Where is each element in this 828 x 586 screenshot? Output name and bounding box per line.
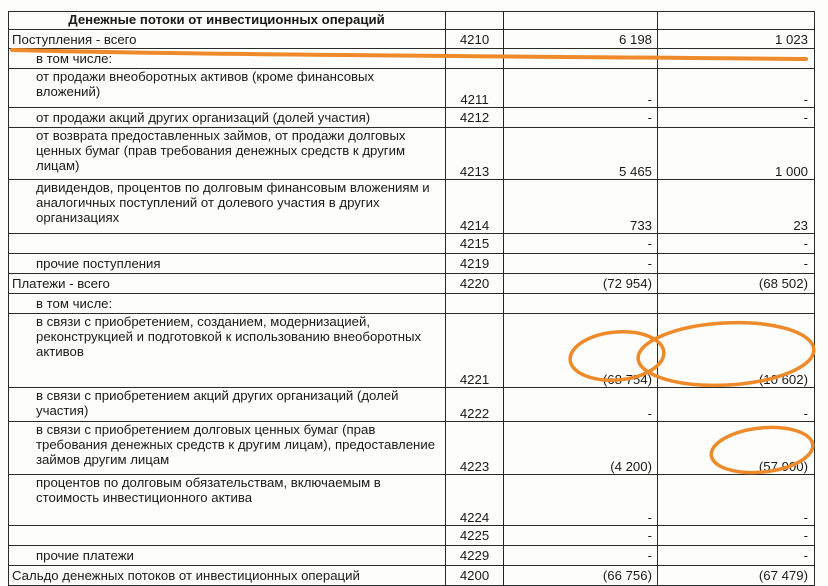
row-code: 4210 [446, 30, 504, 49]
section-title-row [9, 12, 815, 30]
value-previous-period: 23 [658, 180, 815, 234]
row-label: от возврата предоставленных займов, от продажи долговых ценных бумаг (прав требования денежных средств к другим лицам) [9, 128, 446, 180]
table-row [9, 49, 815, 69]
row-label [9, 234, 446, 254]
value-previous-period [658, 294, 815, 314]
row-code: 4215 [446, 234, 504, 254]
row-label: прочие платежи [9, 546, 446, 566]
value-previous-period: - [658, 546, 815, 566]
row-label: от продажи внеоборотных активов (кроме финансовых вложений) [9, 69, 446, 108]
table-row [9, 234, 815, 254]
table-row [9, 546, 815, 566]
row-label: в том числе: [9, 294, 446, 314]
value-current-period: - [504, 234, 658, 254]
value-current-period: - [504, 254, 658, 274]
row-label: в связи с приобретением долговых ценных бумаг (прав требования денежных средств к другим лицам), предоставление займов другим лицам [9, 422, 446, 475]
value-previous-period: - [658, 526, 815, 546]
row-label: в связи с приобретением, созданием, модернизацией, реконструкцией и подготовкой к использованию внеоборотных активов [9, 314, 446, 388]
row-code: 4225 [446, 526, 504, 546]
table-row [9, 274, 815, 294]
row-code: 4211 [446, 69, 504, 108]
row-label: прочие поступления [9, 254, 446, 274]
value-current-period: 733 [504, 180, 658, 234]
value-current-period: - [504, 388, 658, 422]
table-row [9, 566, 815, 586]
row-label [9, 526, 446, 546]
value-current-period: (68 754) [504, 314, 658, 388]
value-current-period: - [504, 69, 658, 108]
table-row [9, 180, 815, 234]
value-current-period: 6 198 [504, 30, 658, 49]
value-current-period: (4 200) [504, 422, 658, 475]
table-row [9, 388, 815, 422]
row-code: 4219 [446, 254, 504, 274]
row-code [446, 294, 504, 314]
value-previous-period: (10 602) [658, 314, 815, 388]
value-previous-period: - [658, 108, 815, 128]
table-row [9, 422, 815, 475]
row-label: процентов по долговым обязательствам, включаемым в стоимость инвестиционного актива [9, 475, 446, 526]
value-current-period: - [504, 108, 658, 128]
row-label: дивидендов, процентов по долговым финансовым вложениям и аналогичных поступлений от долевого участия в других организациях [9, 180, 446, 234]
row-code: 4220 [446, 274, 504, 294]
row-code: 4223 [446, 422, 504, 475]
value-previous-period: - [658, 388, 815, 422]
table-row [9, 254, 815, 274]
table-row [9, 294, 815, 314]
value-previous-period: - [658, 234, 815, 254]
value-current-period: - [504, 546, 658, 566]
table-row [9, 526, 815, 546]
table-row [9, 314, 815, 388]
row-label: в связи с приобретением акций других организаций (долей участия) [9, 388, 446, 422]
value-previous-period: 1 023 [658, 30, 815, 49]
value-previous-period: 1 000 [658, 128, 815, 180]
row-code: 4229 [446, 546, 504, 566]
value-previous-period [658, 49, 815, 69]
value-current-period: - [504, 526, 658, 546]
value-previous-period: (68 502) [658, 274, 815, 294]
table-row [9, 69, 815, 108]
value-current-period [504, 49, 658, 69]
section-title-value-cell [658, 12, 815, 30]
row-code [446, 49, 504, 69]
value-previous-period: - [658, 254, 815, 274]
value-previous-period: - [658, 475, 815, 526]
row-label: от продажи акций других организаций (долей участия) [9, 108, 446, 128]
table-row [9, 108, 815, 128]
investing-cash-flow-table [8, 11, 815, 586]
section-title-code-cell [446, 12, 504, 30]
value-current-period [504, 294, 658, 314]
row-code: 4222 [446, 388, 504, 422]
value-current-period: - [504, 475, 658, 526]
table-row [9, 30, 815, 49]
value-previous-period: - [658, 69, 815, 108]
row-code: 4212 [446, 108, 504, 128]
value-previous-period: (67 479) [658, 566, 815, 586]
section-title: Денежные потоки от инвестиционных операций [9, 12, 446, 30]
value-current-period: (66 756) [504, 566, 658, 586]
table-row [9, 475, 815, 526]
row-label: Поступления - всего [9, 30, 446, 49]
row-code: 4221 [446, 314, 504, 388]
value-previous-period: (57 900) [658, 422, 815, 475]
row-label: Платежи - всего [9, 274, 446, 294]
section-title-value-cell [504, 12, 658, 30]
row-code: 4213 [446, 128, 504, 180]
table-row [9, 128, 815, 180]
row-code: 4214 [446, 180, 504, 234]
row-code: 4224 [446, 475, 504, 526]
value-current-period: 5 465 [504, 128, 658, 180]
row-code: 4200 [446, 566, 504, 586]
row-label: в том числе: [9, 49, 446, 69]
value-current-period: (72 954) [504, 274, 658, 294]
row-label: Сальдо денежных потоков от инвестиционных операций [9, 566, 446, 586]
